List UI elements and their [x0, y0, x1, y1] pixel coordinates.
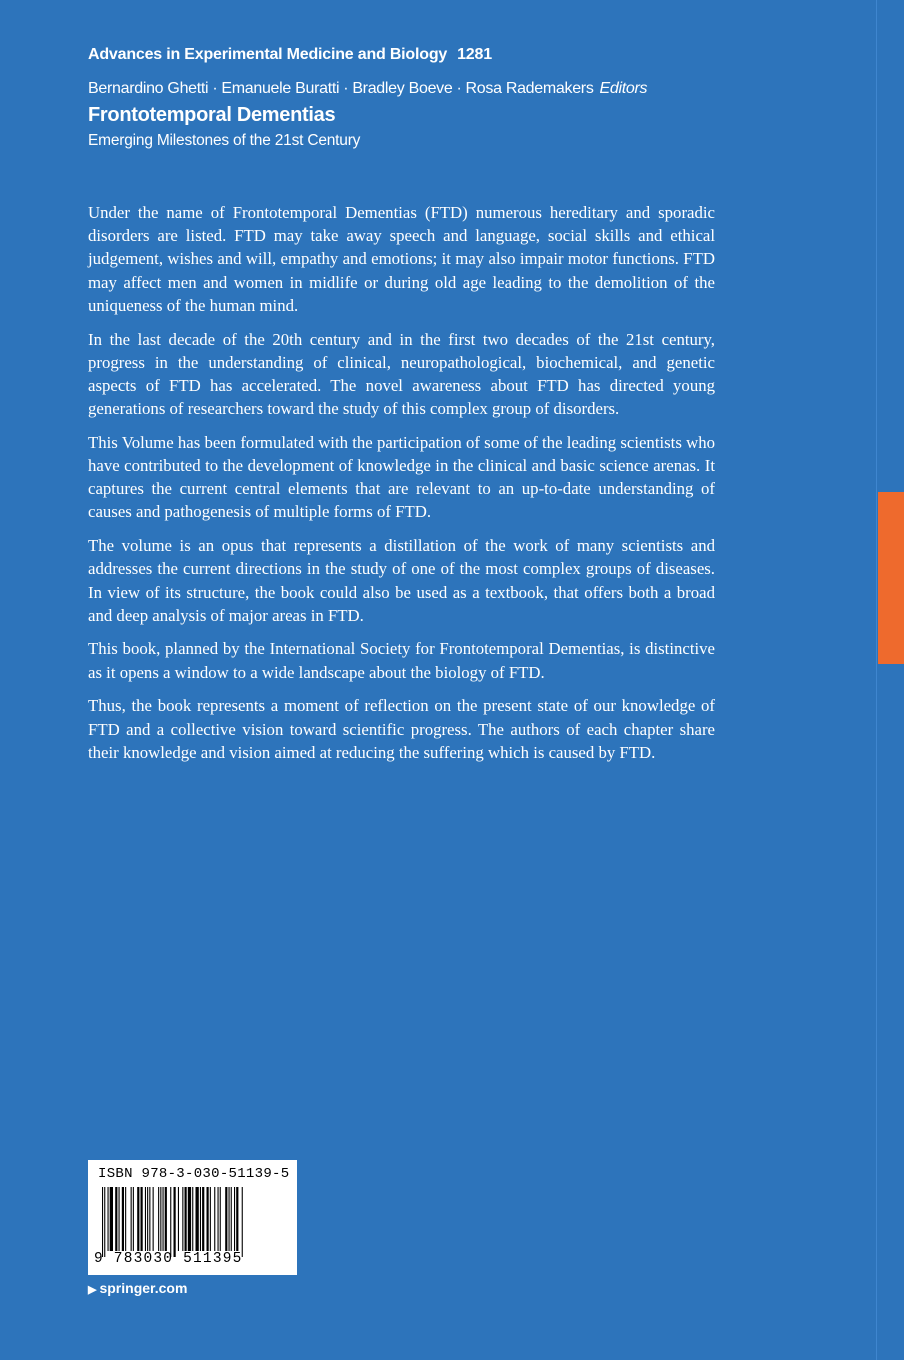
editor-name: Rosa Rademakers — [465, 80, 594, 97]
barcode-bar — [137, 1187, 139, 1251]
editor-separator: · — [456, 80, 462, 97]
barcode-bar — [131, 1187, 132, 1251]
barcode-bar — [133, 1187, 134, 1251]
barcode-bar — [202, 1187, 204, 1251]
cover-header — [88, 46, 728, 150]
isbn-label: ISBN 978-3-030-51139-5 — [98, 1166, 290, 1182]
barcode-bar — [229, 1187, 230, 1251]
publisher-link[interactable] — [88, 1280, 187, 1296]
barcode-bar — [102, 1187, 103, 1257]
series-line — [88, 46, 728, 70]
orange-accent-tab — [878, 492, 904, 664]
book-subtitle: Emerging Milestones of the 21st Century — [88, 132, 361, 149]
barcode-bar — [220, 1187, 221, 1251]
blurb-paragraph: Under the name of Frontotemporal Dementias (FTD) numerous hereditary and sporadic disorders are listed. FTD may take away speech and language, social skills and ethical judgement, wishes and will, empathy and emotions; it may also impair motor functions. FTD may affect men and women in midlife or during old age leading to the demolition of the uniqueness of the human mind. — [88, 203, 715, 315]
editor-separator: · — [343, 80, 349, 97]
barcode-bar — [158, 1187, 159, 1251]
barcode-bar — [236, 1187, 238, 1251]
editor-separator: · — [212, 80, 218, 97]
barcode-bar — [178, 1187, 179, 1251]
blurb-paragraph: Thus, the book represents a moment of reflection on the present state of our knowledge of FTD and a collective vision toward scientific progress. The authors of each chapter share their knowledge and vision aimed at reducing the suffering which is caused by FTD. — [88, 696, 715, 762]
barcode-bar — [145, 1187, 146, 1251]
barcode-bar — [110, 1187, 113, 1251]
back-cover-blurb — [88, 201, 715, 774]
barcode-bar — [182, 1187, 183, 1251]
barcode-bar — [185, 1187, 187, 1251]
blurb-paragraph: This Volume has been formulated with the participation of some of the leading scientists who have contributed to the development of knowledge in the clinical and basic science arenas. It captures the current central elements that are relevant to an up-to-date understanding of causes and pathogenesis of multiple forms of FTD. — [88, 432, 715, 522]
spine-edge-line — [876, 0, 877, 1360]
book-title: Frontotemporal Dementias — [88, 104, 336, 126]
barcode-bar — [165, 1187, 167, 1251]
barcode-bar — [153, 1187, 154, 1251]
barcode-bar — [231, 1187, 232, 1251]
barcode-bar — [242, 1187, 243, 1257]
barcode-bar — [207, 1187, 209, 1251]
publisher-url: springer.com — [99, 1280, 188, 1296]
editors-role: Editors — [599, 80, 648, 97]
barcode-bar — [170, 1187, 171, 1257]
barcode-bar — [210, 1187, 211, 1251]
barcode-bar — [119, 1187, 120, 1251]
barcode-bar — [214, 1187, 215, 1251]
barcode-bar — [188, 1187, 191, 1251]
barcode-bar — [200, 1187, 201, 1251]
barcode-bar — [147, 1187, 148, 1251]
barcode-bar — [192, 1187, 193, 1251]
editor-name: Emanuele Buratti — [221, 80, 340, 97]
blurb-paragraph: In the last decade of the 20th century and in the first two decades of the 21st century, progress in the understanding of clinical, neuropathological, biochemical, and genetic aspects of FTD has accelerated. The novel awareness about FTD has directed young generations of researchers toward the study of this complex group of disorders. — [88, 329, 715, 419]
barcode-bar — [163, 1187, 164, 1251]
barcode-bar — [160, 1187, 161, 1251]
editor-name: Bernardino Ghetti — [88, 80, 209, 97]
barcode-bar — [141, 1187, 143, 1251]
editors-line — [88, 80, 728, 102]
barcode-bar — [108, 1187, 109, 1251]
barcode-bar — [196, 1187, 199, 1251]
barcode-bar — [149, 1187, 150, 1251]
barcode-bar — [218, 1187, 219, 1251]
barcode-bar — [122, 1187, 124, 1251]
barcode-bar — [104, 1187, 105, 1257]
barcode-bar — [234, 1187, 235, 1251]
blurb-paragraph: This book, planned by the International Society for Frontotemporal Dementias, is distinctive as it opens a window to a wide landscape about the biology of FTD. — [88, 639, 715, 682]
editor-name: Bradley Boeve — [352, 80, 453, 97]
barcode-bar — [115, 1187, 117, 1251]
barcode-digits: 9 783030 511395 — [94, 1251, 243, 1267]
blurb-paragraph: The volume is an opus that represents a distillation of the work of many scientists and addresses the current directions in the study of one of the most complex groups of diseases. In view of its structure, the book could also be used as a textbook, that offers both a broad and deep analysis of major areas in FTD. — [88, 536, 715, 625]
barcode-bar — [125, 1187, 126, 1251]
series-name: Advances in Experimental Medicine and Biology — [88, 46, 448, 63]
series-number: 1281 — [457, 46, 492, 63]
barcode-bar — [225, 1187, 227, 1251]
triangle-right-icon: ▶ — [88, 1284, 97, 1296]
isbn-barcode-box — [88, 1160, 297, 1275]
barcode-bar — [174, 1187, 176, 1257]
